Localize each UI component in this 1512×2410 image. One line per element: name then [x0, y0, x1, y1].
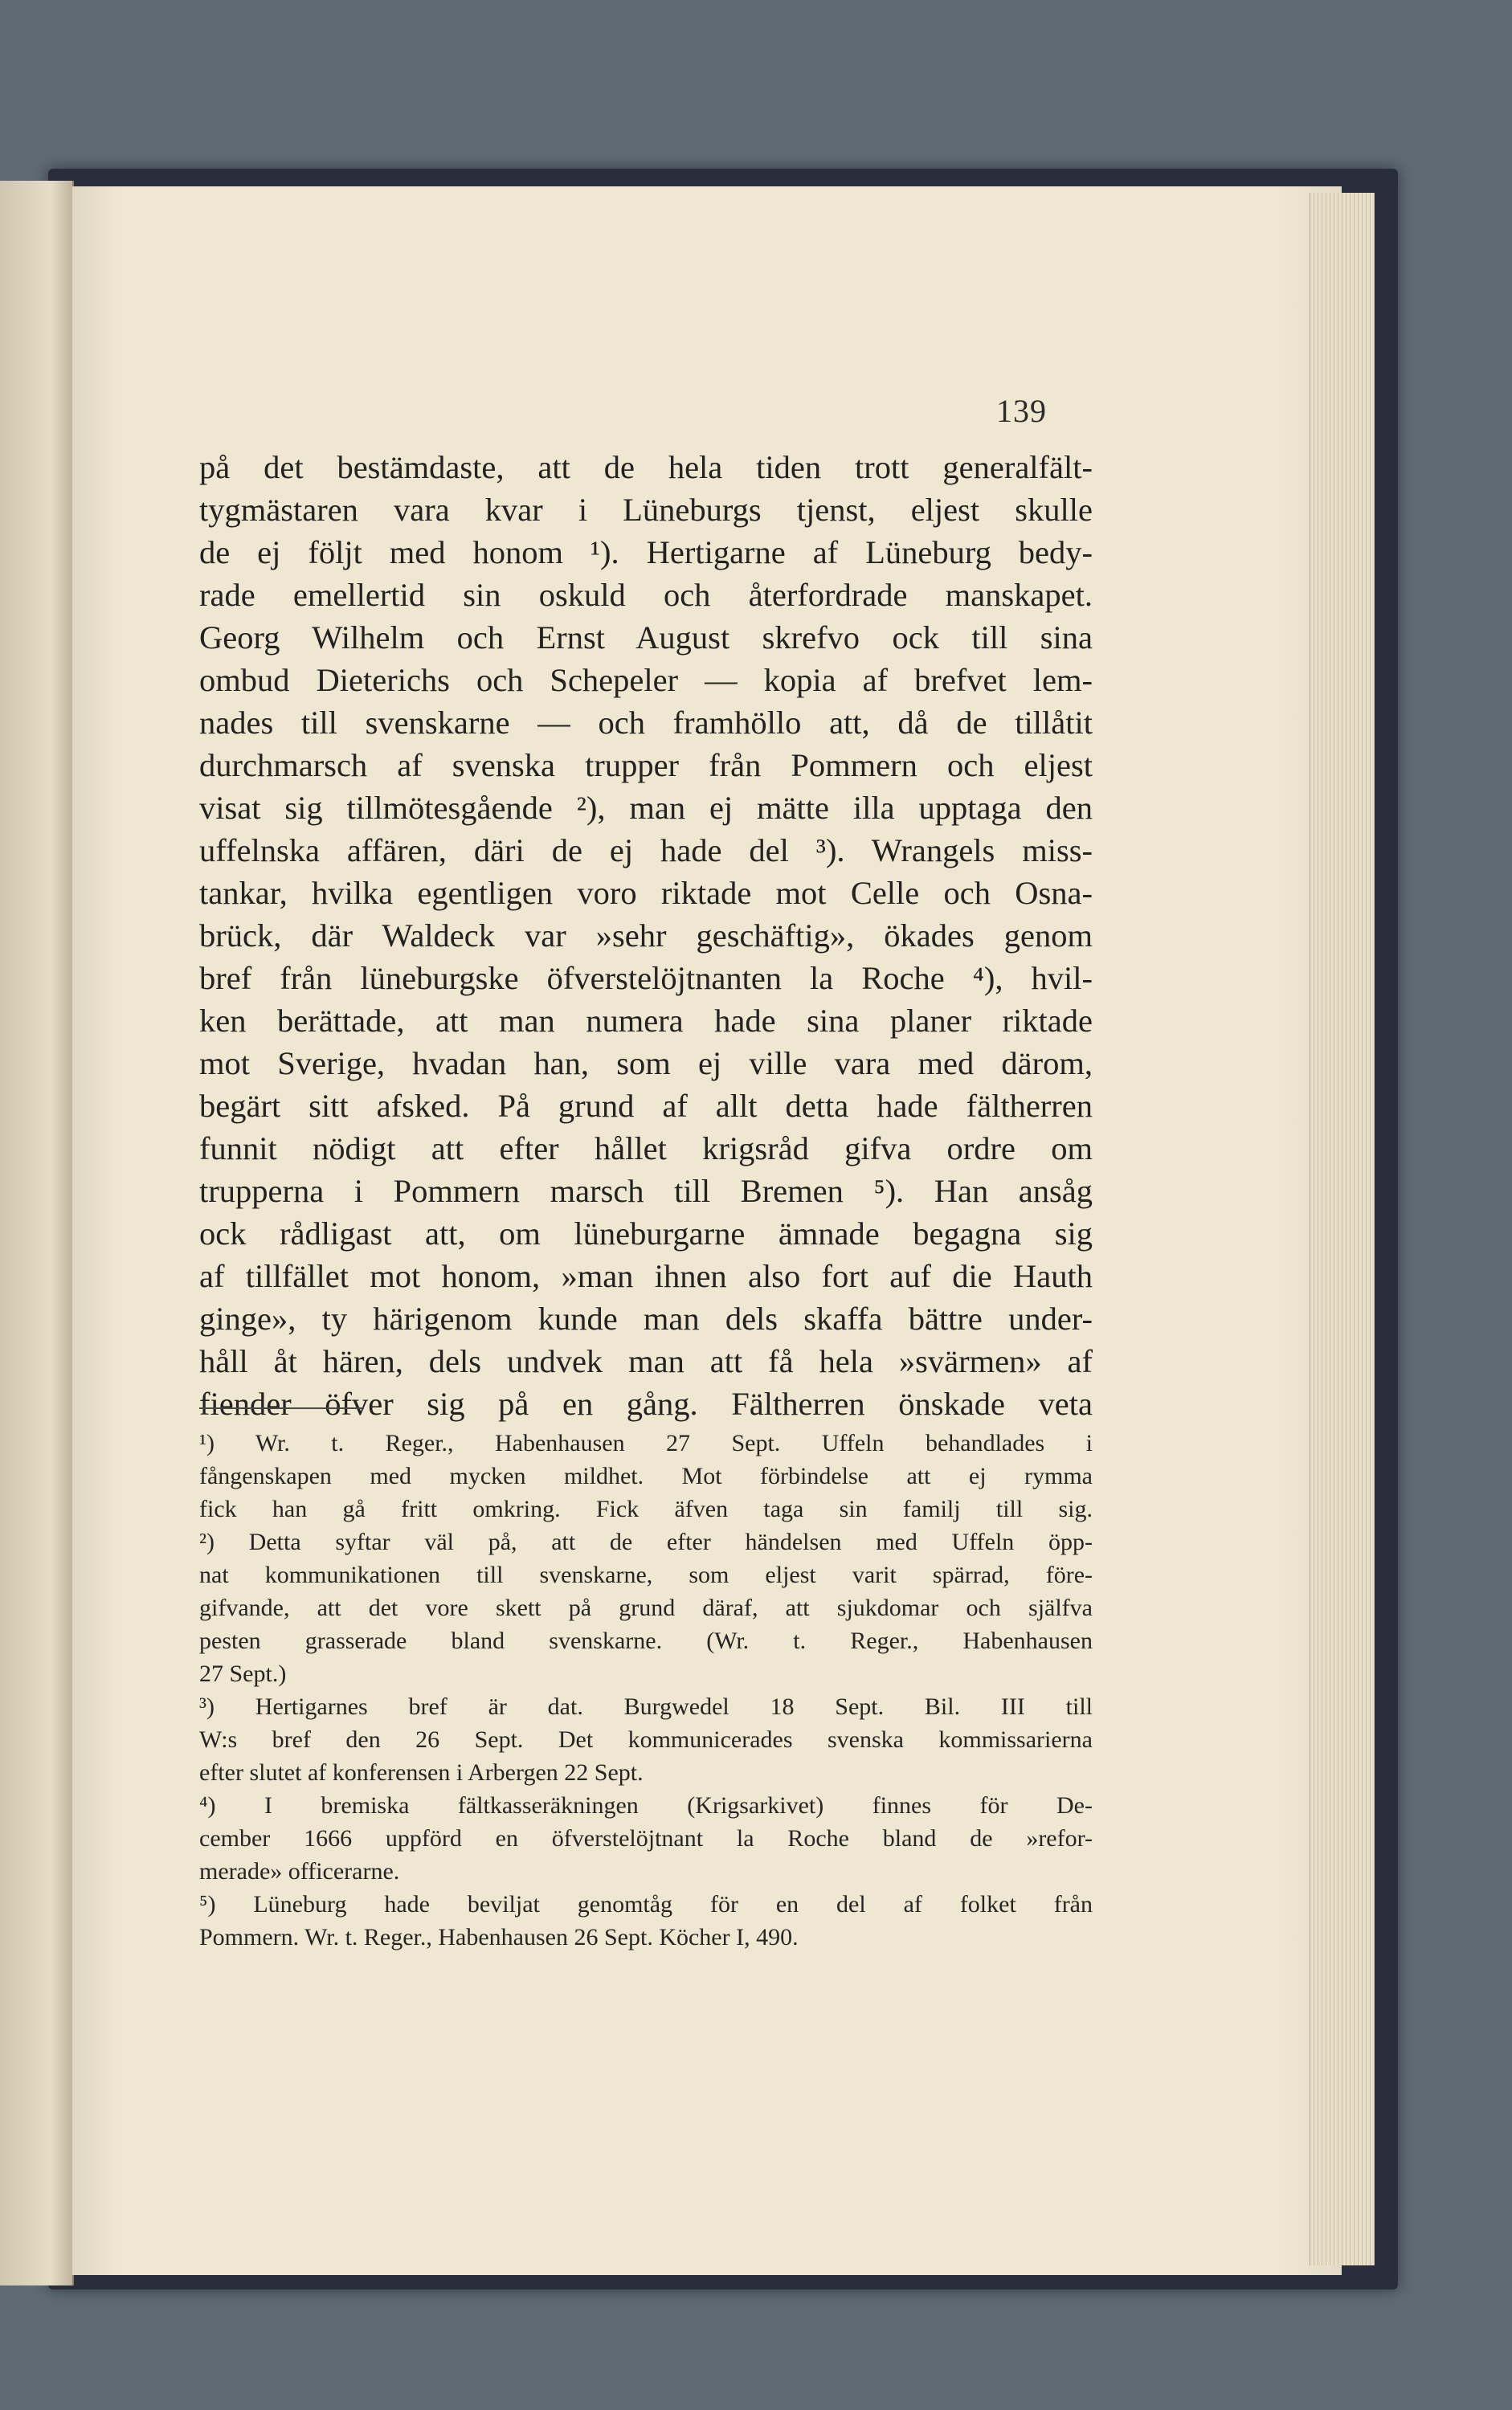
footnote-line: ¹) Wr. t. Reger., Habenhausen 27 Sept. Uffeln behandlades i	[199, 1430, 1093, 1456]
footnote-divider	[199, 1407, 364, 1409]
footnote-line: ⁴) I bremiska fältkasseräkningen (Krigsarkivet) finnes för De-	[199, 1792, 1093, 1819]
body-line: fiender öfver sig på en gång. Fältherren önskade veta	[199, 1386, 1093, 1422]
body-line: tygmästaren vara kvar i Lüneburgs tjenst, eljest skulle	[199, 492, 1093, 528]
footnote-line: merade» officerarne.	[199, 1858, 400, 1885]
footnote-line: cember 1666 uppförd en öfverstelöjtnant la Roche bland de »refor-	[199, 1825, 1093, 1852]
body-line: ock rådligast att, om lüneburgarne ämnade begagna sig	[199, 1215, 1093, 1252]
body-line: de ej följt med honom ¹). Hertigarne af Lüneburg bedy-	[199, 534, 1093, 570]
body-line: ken berättade, att man numera hade sina planer riktade	[199, 1003, 1093, 1039]
body-line: på det bestämdaste, att de hela tiden trott generalfält-	[199, 449, 1093, 485]
body-line: durchmarsch af svenska trupper från Pommern och eljest	[199, 747, 1093, 783]
body-line: bref från lüneburgske öfverstelöjtnanten la Roche ⁴), hvil-	[199, 960, 1093, 996]
footnote-line: ²) Detta syftar väl på, att de efter händelsen med Uffeln öpp-	[199, 1529, 1093, 1555]
body-line: brück, där Waldeck var »sehr geschäftig», ökades genom	[199, 917, 1093, 954]
facing-page-edge	[0, 181, 74, 2285]
body-line: uffelnska affären, däri de ej hade del ³). Wrangels miss-	[199, 832, 1093, 868]
body-line: ombud Dieterichs och Schepeler — kopia af brefvet lem-	[199, 662, 1093, 698]
footnotes	[199, 1427, 1093, 1954]
body-line: håll åt hären, dels undvek man att få hela »svärmen» af	[199, 1343, 1093, 1379]
footnote-line: 27 Sept.)	[199, 1660, 287, 1687]
page-edges	[1310, 193, 1375, 2265]
footnote-line: Pommern. Wr. t. Reger., Habenhausen 26 Sept. Köcher I, 490.	[199, 1924, 799, 1950]
footnote-line: W:s bref den 26 Sept. Det kommunicerades svenska kommissarierna	[199, 1726, 1093, 1753]
body-line: af tillfället mot honom, »man ihnen also fort auf die Hauth	[199, 1258, 1093, 1294]
body-line: trupperna i Pommern marsch till Bremen ⁵). Han ansåg	[199, 1173, 1093, 1209]
footnote-line: nat kommunikationen till svenskarne, som eljest varit spärrad, före-	[199, 1562, 1093, 1588]
body-line: nades till svenskarne — och framhöllo att, då de tillåtit	[199, 705, 1093, 741]
body-line: visat sig tillmötesgående ²), man ej mätte illa upptaga den	[199, 790, 1093, 826]
body-line: begärt sitt afsked. På grund af allt detta hade fältherren	[199, 1088, 1093, 1124]
footnote-line: gifvande, att det vore skett på grund däraf, att sjukdomar och själfva	[199, 1595, 1093, 1621]
footnote-line: fångenskapen med mycken mildhet. Mot förbindelse att ej rymma	[199, 1463, 1093, 1489]
body-line: funnit nödigt att efter hållet krigsråd gifva ordre om	[199, 1130, 1093, 1166]
body-line: mot Sverige, hvadan han, som ej ville vara med därom,	[199, 1045, 1093, 1081]
footnote-line: fick han gå fritt omkring. Fick äfven taga sin familj till sig.	[199, 1496, 1093, 1522]
footnote-line: pesten grasserade bland svenskarne. (Wr. t. Reger., Habenhausen	[199, 1628, 1093, 1654]
footnote-line: efter slutet af konferensen i Arbergen 22 Sept.	[199, 1759, 644, 1786]
body-line: Georg Wilhelm och Ernst August skrefvo ock till sina	[199, 619, 1093, 656]
body-line: tankar, hvilka egentligen voro riktade mot Celle och Osna-	[199, 875, 1093, 911]
body-line: ginge», ty härigenom kunde man dels skaffa bättre under-	[199, 1301, 1093, 1337]
body-text	[199, 446, 1093, 1425]
body-line: rade emellertid sin oskuld och återfordrade manskapet.	[199, 577, 1093, 613]
footnote-line: ⁵) Lüneburg hade beviljat genomtåg för en del af folket från	[199, 1891, 1093, 1918]
footnote-line: ³) Hertigarnes bref är dat. Burgwedel 18 Sept. Bil. III till	[199, 1693, 1093, 1720]
page-number: 139	[996, 393, 1047, 429]
